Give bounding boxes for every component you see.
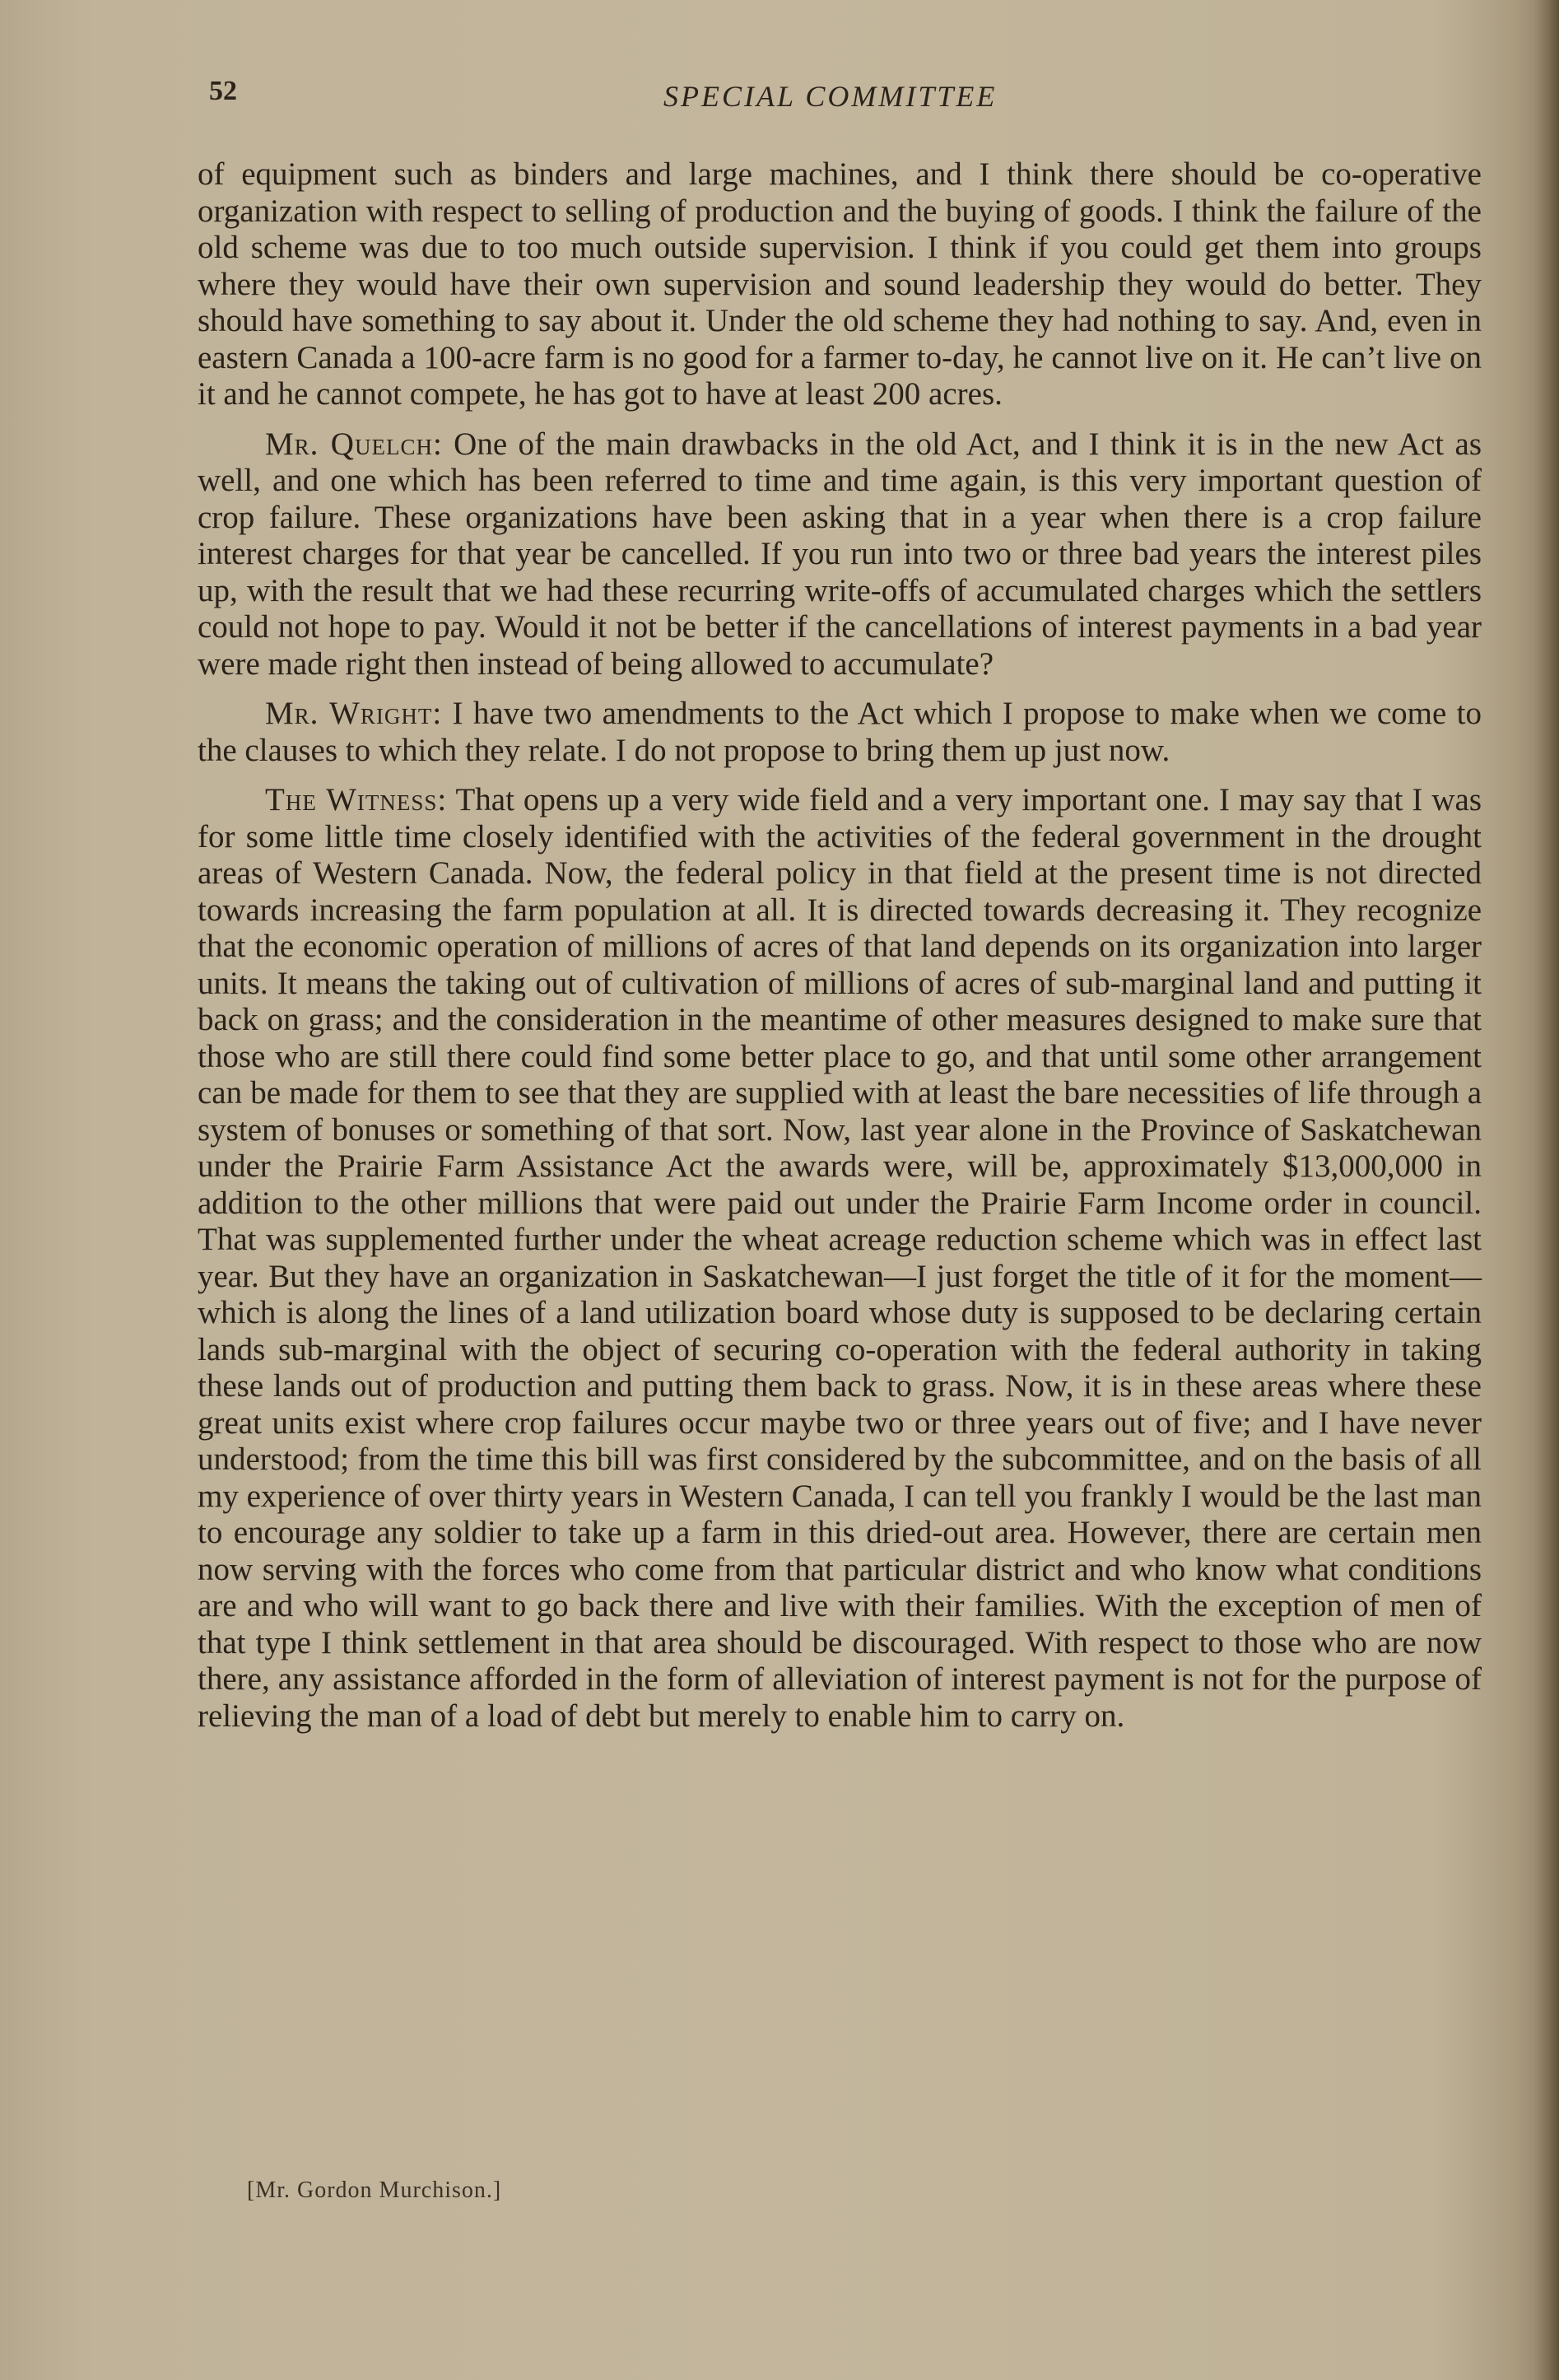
paragraph-quelch — [198, 426, 1482, 683]
paragraph-text: of equipment such as binders and large machines, and I think there should be co-operative organization with respect to selling of production and the buying of goods. I think the failure of the old scheme was due to too much outside supervision. I think if you could get them into groups where they would have their own supervision and sound leadership they would do better. They should have something to say about it. Under the old scheme they had nothing to say. And, even in eastern Canada a 100-acre farm is no good for a farmer to-day, he cannot live on it. He can’t live on it and he cannot compete, he has got to have at least 200 acres. — [198, 156, 1482, 412]
paragraph-text: I have two amendments to the Act which I propose to make when we come to the clauses to which they relate. I do not propose to bring them up just now. — [198, 696, 1482, 768]
speaker-name: Mr. Wright: — [265, 696, 443, 731]
speaker-name: The Witness: — [265, 782, 448, 817]
paragraph-witness — [198, 782, 1482, 1735]
page-number: 52 — [209, 76, 237, 106]
paragraph-text: One of the main drawbacks in the old Act, and I think it is in the new Act as well, and one which has been referred to time and time again, is this very important question of crop failure. These organizations have been asking that in a year when there is a crop failure interest charges for that year be cancelled. If you run into two or three bad years the interest piles up, with the result that we had these recurring write-offs of accumulated charges which the settlers could not hope to pay. Would it not be better if the cancellations of interest payments in a bad year were made right then instead of being allowed to accumulate? — [198, 426, 1482, 682]
paragraph-continuation — [198, 156, 1482, 413]
body-text — [198, 156, 1482, 1748]
page-binding-edge — [1533, 0, 1559, 2380]
running-head: SPECIAL COMMITTEE — [663, 80, 998, 113]
paragraph-text: That opens up a very wide field and a very important one. I may say that I was for some little time closely identified with the activities of the federal government in the drought areas of Western Canada. Now, the federal policy in that field at the present time is not directed towards increasing the farm population at all. It is directed towards decreasing it. They recognize that the economic operation of millions of acres of that land depends on its organization into larger units. It means the taking out of cultivation of millions of acres of sub-marginal land and putting it back on grass; and the consideration in the meantime of other measures designed to make sure that those who are still there could find some better place to go, and that until some other arrangement can be made for them to see that they are supplied with at least the bare necessities of life through a system of bonuses or something of that sort. Now, last year alone in the Province of Saskatchewan under the Prairie Farm Assistance Act the awards were, will be, approximately $13,000,000 in addition to the other millions that were paid out under the Prairie Farm Income order in council. That was supplemented further under the wheat acreage reduction scheme which was in effect last year. But they have an organization in Saskatchewan—I just forget the title of it for the moment—which is along the lines of a land utilization board whose duty is supposed to be declaring certain lands sub-marginal with the object of securing co-operation with the federal authority in taking these lands out of production and putting them back to grass. Now, it is in these areas where these great units exist where crop failures occur maybe two or three years out of five; and I have never understood; from the time this bill was first considered by the subcommittee, and on the basis of all my experience of over thirty years in Western Canada, I can tell you frankly I would be the last man to encourage any soldier to take up a farm in this dried-out area. However, there are certain men now serving with the forces who come from that particular district and who know what conditions are and who will want to go back there and live with their families. With the exception of men of that type I think settlement in that area should be discouraged. With respect to those who are now there, any assistance afforded in the form of alleviation of interest payment is not for the purpose of relieving the man of a load of debt but merely to enable him to carry on. — [198, 782, 1482, 1734]
footer-note: [Mr. Gordon Murchison.] — [247, 2177, 502, 2203]
page-header — [198, 76, 1490, 125]
paragraph-wright — [198, 696, 1482, 769]
speaker-name: Mr. Quelch: — [265, 426, 443, 462]
